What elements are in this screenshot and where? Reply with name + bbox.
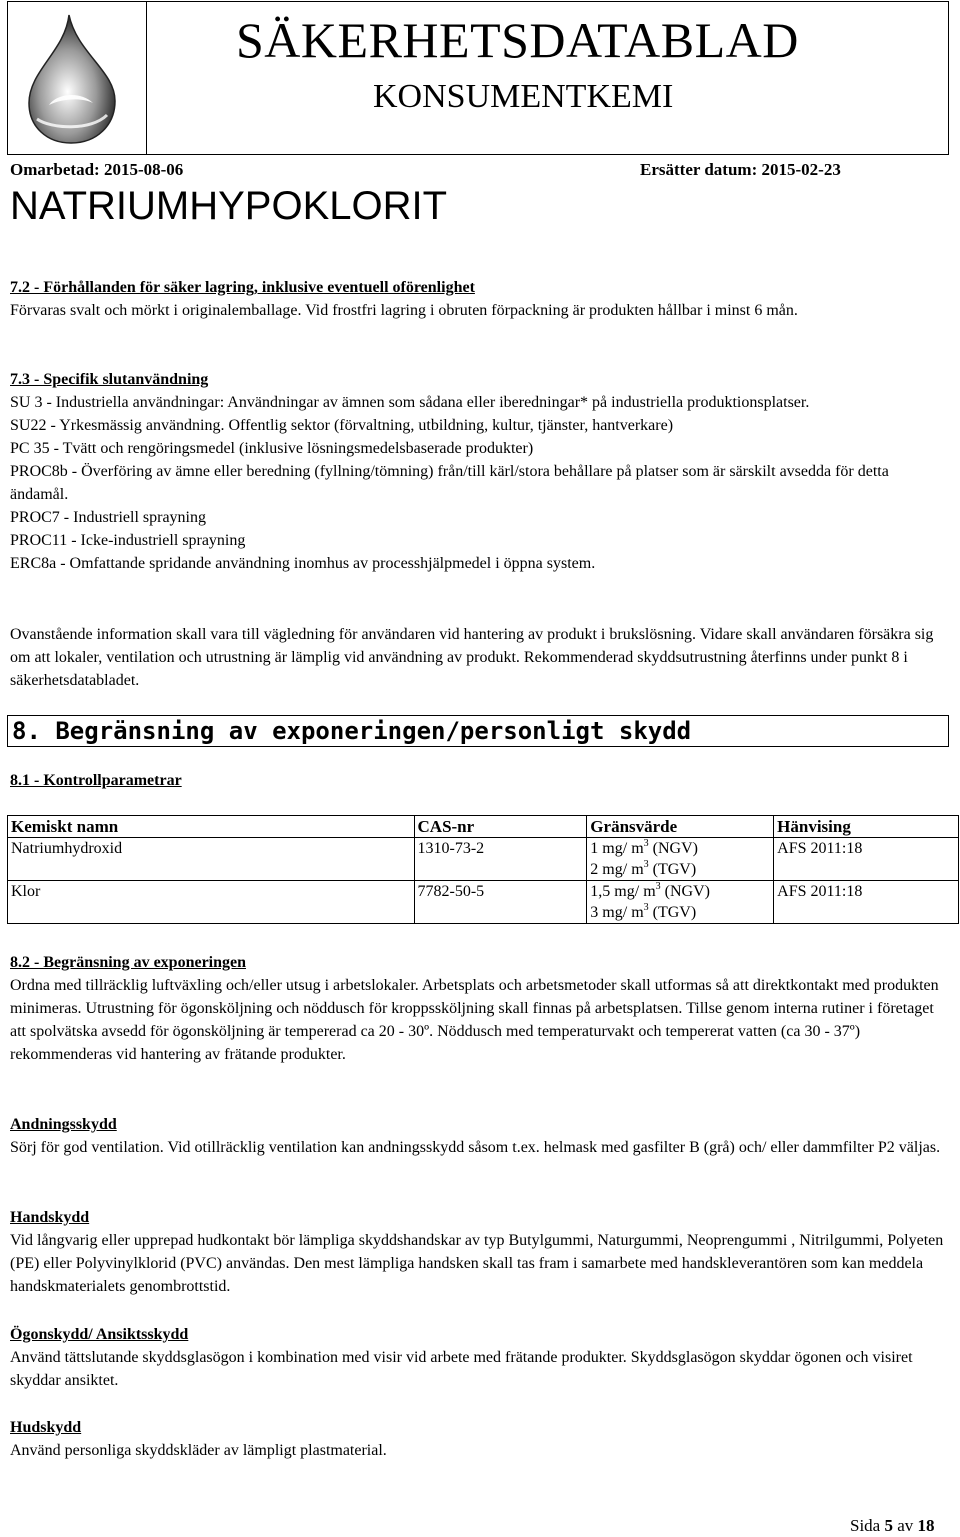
subsection-heading: Ögonskydd/ Ansiktsskydd [10, 1326, 189, 1343]
limit-value: 1 mg/ $m^3$ (NGV) 2 mg/ $m^3$ (TGV) [587, 838, 774, 881]
subsection-text: Använd tättslutande skyddsglasögon i kombination med visir vid arbete med frätande produkter. Skyddsglasögon skyddar ögonen och visiret skyddar ansiktet. [10, 1349, 913, 1389]
revised-date: Omarbetad: 2015-08-06 [10, 160, 184, 179]
droplet-logo-icon [7, 1, 145, 151]
section-7-3-note [10, 623, 950, 692]
reference: AFS 2011:18 [774, 838, 959, 881]
usage-line: SU 3 - Industriella användningar: Användningar av ämnen som sådana eller iberedningar* på industriella produktionsplatser. [10, 394, 810, 411]
column-header: Hänvising [774, 816, 959, 838]
subsection-text: Vid långvarig eller upprepad hudkontakt bör lämpliga skyddshandskar av typ Butylgummi, Naturgummi, Neoprengummi , Nitrilgummi, Polyeten (PE) eller Polyvinylklorid (PVC) användas. Den mest lämpliga handsken skall tas fram i samarbete med handskleverantören som kan meddela handskmaterialets genombrottstid. [10, 1232, 944, 1295]
cas-number: 1310-73-2 [414, 838, 587, 881]
section-heading: 8.1 - Kontrollparametrar [10, 772, 182, 789]
logo-cell [7, 1, 147, 155]
column-header: Kemiskt namn [8, 816, 415, 838]
control-parameters-table [7, 815, 959, 924]
chemical-name: Klor [8, 881, 415, 924]
usage-line: ERC8a - Omfattande spridande användning inomhus av processhjälpmedel i öppna system. [10, 555, 596, 572]
subsection-heading: Andningsskydd [10, 1116, 117, 1133]
table-row [8, 881, 959, 924]
column-header: Gränsvärde [587, 816, 774, 838]
section-heading: 7.3 - Specifik slutanvändning [10, 371, 209, 388]
document-title: SÄKERHETSDATABLAD [236, 12, 799, 68]
usage-line: SU22 - Yrkesmässig användning. Offentlig sektor (förvaltning, utbildning, kultur, tjänster, hantverkare) [10, 417, 674, 434]
page-of: av [897, 1516, 914, 1535]
column-header: CAS-nr [414, 816, 587, 838]
subsection-text: Sörj för god ventilation. Vid otillräcklig ventilation kan andningsskydd såsom t.ex. helmask med gasfilter B (grå) och/ eller dammfilter P2 väljas. [10, 1139, 941, 1156]
product-name: NATRIUMHYPOKLORIT [10, 184, 448, 228]
usage-line: PROC7 - Industriell sprayning [10, 509, 206, 526]
section-text: Förvaras svalt och mörkt i originalemballage. Vid frostfri lagring i obruten förpackning är produkten hållbar i minst 6 mån. [10, 302, 798, 319]
section-8-2 [10, 951, 950, 1066]
page-label: Sida [850, 1516, 881, 1535]
section-8-title: 8. Begränsning av exponeringen/personligt skydd [12, 717, 692, 745]
usage-line: PROC8b - Överföring av ämne eller beredning (fyllning/tömning) från/till kärl/stora behållare på platser som är särskilt avsedda för detta ändamål. [10, 463, 889, 503]
section-heading: 8.2 - Begränsning av exponeringen [10, 954, 247, 971]
subsection-heading: Hudskydd [10, 1419, 82, 1436]
subsection-text: Använd personliga skyddskläder av lämpligt plastmaterial. [10, 1442, 387, 1459]
section-heading: 7.2 - Förhållanden för säker lagring, inklusive eventuell oförenlighet [10, 279, 475, 296]
reference: AFS 2011:18 [774, 881, 959, 924]
total-pages: 18 [917, 1516, 935, 1535]
section-8-1-heading [10, 769, 950, 792]
section-7-2 [10, 276, 950, 322]
table-header-row [8, 816, 959, 838]
respiratory-protection [10, 1113, 950, 1159]
replaces-date: Ersätter datum: 2015-02-23 [640, 160, 841, 179]
page-number [850, 1514, 935, 1537]
chemical-name: Natriumhydroxid [8, 838, 415, 881]
cas-number: 7782-50-5 [414, 881, 587, 924]
usage-line: PC 35 - Tvätt och rengöringsmedel (inklusive lösningsmedelsbaserade produkter) [10, 440, 534, 457]
section-text: Ordna med tillräcklig luftväxling och/eller utsug i arbetslokaler. Arbetsplats och arbetsmetoder skall utformas så att direktkontakt med produkten minimeras. Utrustning för ögonsköljning och nöddusch för kroppssköljning skall finnas på arbetsplatsen. Tillse genom interna rutiner i företaget att spolvätska avsedd för ögonsköljning är tempererad ca 20 - 30º. Nöddusch med temperaturvakt och tempererat vatten (ca 30 - 37º) rekommenderas vid hantering av frätande produkter. [10, 977, 939, 1063]
subsection-heading: Handskydd [10, 1209, 90, 1226]
table-row [8, 838, 959, 881]
eye-protection [10, 1323, 950, 1392]
note-text: Ovanstående information skall vara till vägledning för användaren vid hantering av produkt i brukslösning. Vidare skall användaren försäkra sig om att lokaler, ventilation och utrustning är lämplig vid användning av produkt. Rekommenderad skyddsutrustning återfinns under punkt 8 i säkerhetsdatabladet. [10, 626, 934, 689]
skin-protection [10, 1416, 950, 1462]
current-page: 5 [884, 1516, 893, 1535]
usage-line: PROC11 - Icke-industriell sprayning [10, 532, 246, 549]
section-7-3 [10, 368, 950, 575]
hand-protection [10, 1206, 950, 1298]
limit-value: 1,5 mg/ $m^3$ (NGV) 3 mg/ $m^3$ (TGV) [587, 881, 774, 924]
document-subtitle: KONSUMENTKEMI [373, 78, 674, 115]
